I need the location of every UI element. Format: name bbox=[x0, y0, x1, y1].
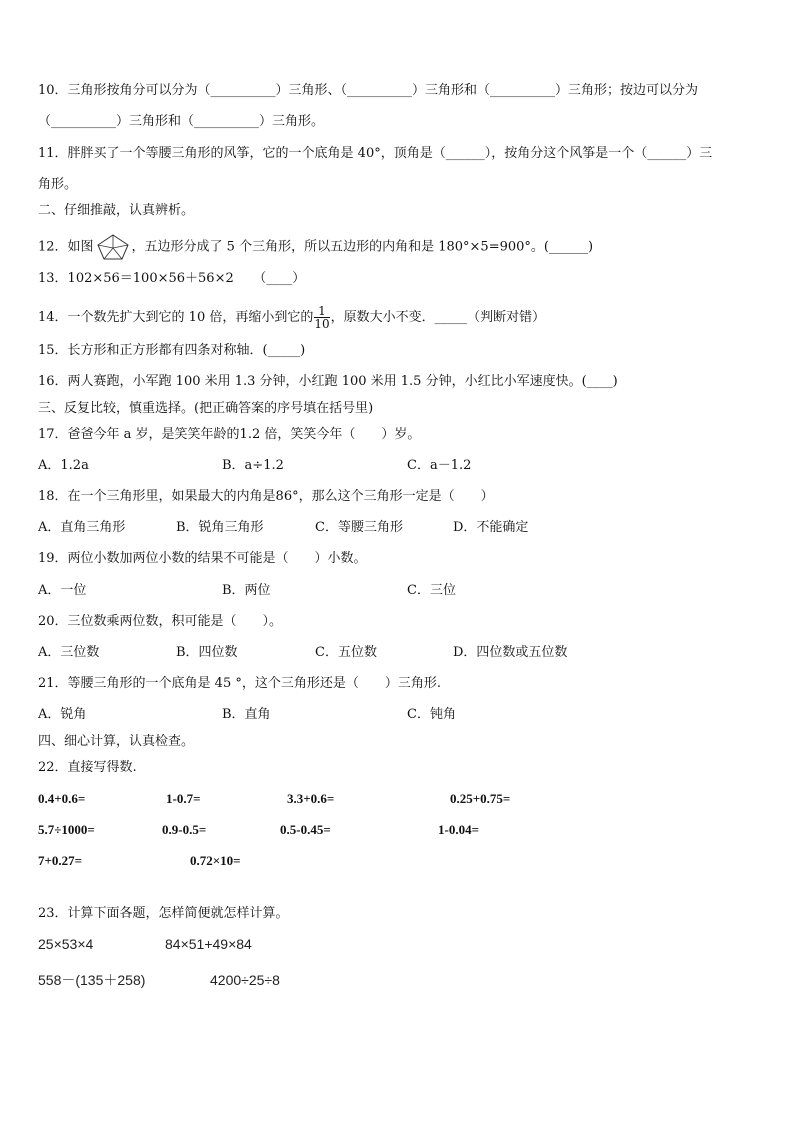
q13: 13．102×56＝100×56＋56×2 （____） bbox=[38, 271, 306, 286]
q23-expression: 4200÷25÷8 bbox=[210, 972, 280, 988]
q23-expression: 84×51+49×84 bbox=[165, 936, 252, 952]
fraction-numerator: 1 bbox=[314, 305, 329, 318]
q21-option-b: B．直角 bbox=[222, 707, 271, 722]
q22-item: 0.72×10= bbox=[190, 853, 241, 868]
q20-stem: 20．三位数乘两位数，积可能是（ ）。 bbox=[38, 614, 283, 629]
section-3-heading: 三、反复比较，慎重选择。(把正确答案的序号填在括号里) bbox=[38, 401, 374, 416]
section-2-heading: 二、仔细推敲，认真辨析。 bbox=[38, 203, 195, 218]
q10-line1: 10．三角形按角分可以分为（__________）三角形、（__________）三角形和（__________）三角形；按边可以分为 bbox=[38, 83, 699, 98]
q12-text-before: 12．如图 bbox=[38, 239, 94, 255]
q17-stem: 17．爸爸今年 a 岁，是笑笑年龄的1.2 倍，笑笑今年（ ）岁。 bbox=[38, 427, 421, 442]
q23-expression: 558－(135＋258) bbox=[38, 972, 146, 988]
q22-item: 0.25+0.75= bbox=[450, 791, 511, 806]
q16: 16．两人赛跑，小军跑 100 米用 1.3 分钟，小红跑 100 米用 1.5 分钟，小红比小军速度快。(____) bbox=[38, 374, 618, 389]
q22-item: 0.9-0.5= bbox=[162, 822, 207, 837]
q20-option-c: C．五位数 bbox=[315, 645, 377, 660]
q22-item: 7+0.27= bbox=[38, 853, 83, 868]
q22-item: 3.3+0.6= bbox=[287, 791, 335, 806]
q11-line1: 11．胖胖买了一个等腰三角形的风筝，它的一个底角是 40°，顶角是（______），按角分这个风筝是一个（______）三 bbox=[38, 146, 713, 161]
q18-option-b: B．锐角三角形 bbox=[176, 520, 264, 535]
q18-option-c: C．等腰三角形 bbox=[315, 520, 403, 535]
q23-stem: 23．计算下面各题，怎样简便就怎样计算。 bbox=[38, 906, 289, 921]
q14 bbox=[38, 305, 545, 330]
fraction-denominator: 10 bbox=[314, 317, 330, 331]
q19-option-a: A．一位 bbox=[38, 583, 87, 598]
q11-line2: 角形。 bbox=[38, 177, 78, 192]
q18-option-d: D．不能确定 bbox=[453, 520, 529, 535]
q21-option-a: A．锐角 bbox=[38, 707, 87, 722]
pentagon-figure bbox=[96, 233, 130, 261]
q12 bbox=[38, 233, 593, 261]
q22-item: 0.5-0.45= bbox=[280, 822, 331, 837]
fraction-one-tenth bbox=[314, 305, 329, 330]
q18-stem: 18．在一个三角形里，如果最大的内角是86°，那么这个三角形一定是（ ） bbox=[38, 489, 494, 504]
q15: 15．长方形和正方形都有四条对称轴．(_____) bbox=[38, 343, 306, 358]
q22-item: 0.4+0.6= bbox=[38, 791, 86, 806]
q22-stem: 22．直接写得数. bbox=[38, 760, 137, 775]
q19-stem: 19．两位小数加两位小数的结果不可能是（ ）小数。 bbox=[38, 551, 367, 566]
q20-option-a: A．三位数 bbox=[38, 645, 100, 660]
q18-option-a: A．直角三角形 bbox=[38, 520, 126, 535]
q14-text-before: 14．一个数先扩大到它的 10 倍，再缩小到它的 bbox=[38, 310, 314, 325]
q20-option-d: D．四位数或五位数 bbox=[453, 645, 568, 660]
q19-option-b: B．两位 bbox=[222, 583, 271, 598]
q10-line2: （__________）三角形和（__________）三角形。 bbox=[38, 114, 325, 129]
q21-stem: 21．等腰三角形的一个底角是 45 °，这个三角形还是（ ）三角形. bbox=[38, 676, 441, 691]
q20-option-b: B．四位数 bbox=[176, 645, 238, 660]
q12-text-after: ，五边形分成了 5 个三角形，所以五边形的内角和是 180°×5=900°。(______) bbox=[131, 239, 594, 255]
q23-expression: 25×53×4 bbox=[38, 936, 94, 952]
q17-option-a: A．1.2a bbox=[38, 458, 89, 473]
q22-item: 1-0.7= bbox=[166, 791, 201, 806]
q22-item: 5.7÷1000= bbox=[38, 822, 95, 837]
q22-item: 1-0.04= bbox=[438, 822, 479, 837]
q17-option-b: B．a÷1.2 bbox=[222, 458, 284, 473]
q14-text-after: ，原数大小不变．_____（判断对错） bbox=[330, 310, 546, 325]
section-4-heading: 四、细心计算，认真检查。 bbox=[38, 734, 195, 749]
q19-option-c: C．三位 bbox=[407, 583, 456, 598]
q17-option-c: C．a－1.2 bbox=[407, 458, 472, 473]
q21-option-c: C．钝角 bbox=[407, 707, 456, 722]
